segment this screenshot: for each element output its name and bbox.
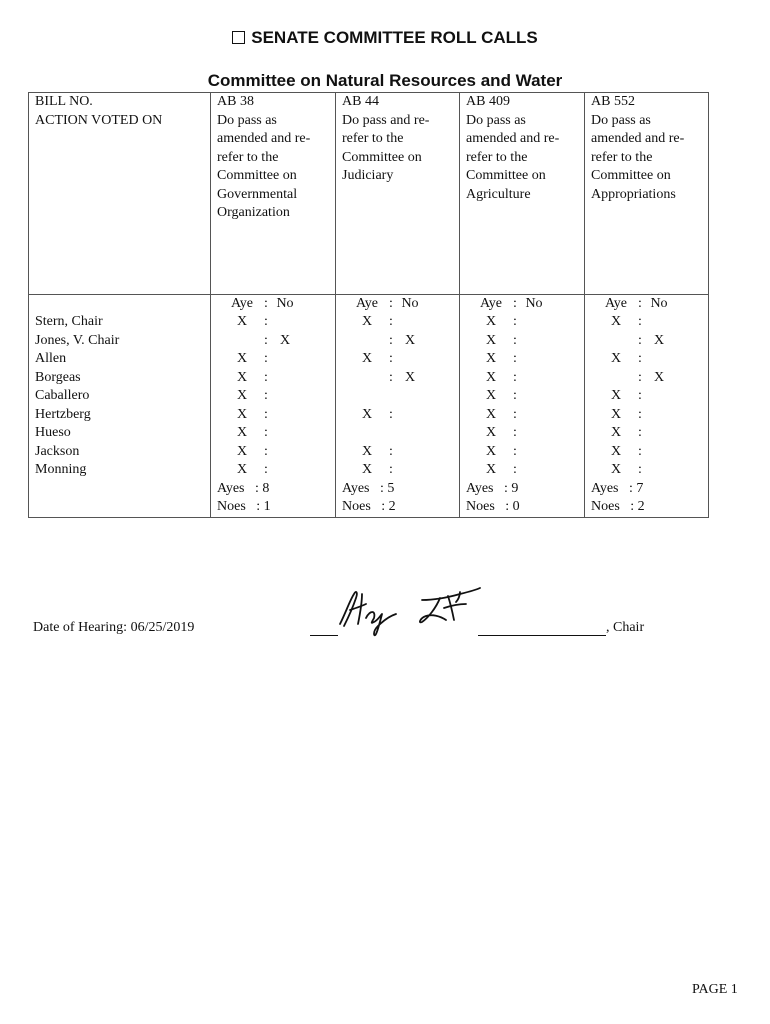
vote-cell: X : — [336, 350, 460, 369]
action-cell — [460, 112, 585, 295]
member-name-cell — [29, 332, 211, 351]
vote-cell: X : — [460, 332, 585, 351]
vote-header-cell — [211, 294, 336, 313]
vote-totals-cell — [460, 480, 585, 518]
aye-mark: X — [236, 388, 248, 403]
vote-totals-cell — [211, 480, 336, 518]
aye-mark: X — [610, 425, 622, 440]
member-name-cell — [29, 313, 211, 332]
bill-number: AB 44 — [342, 94, 379, 109]
no-mark: X — [279, 332, 291, 348]
vote-cell: X : — [460, 461, 585, 480]
vote-cell: X : — [460, 406, 585, 425]
checkbox-icon — [232, 31, 245, 44]
vote-cell: : X — [336, 369, 460, 388]
bill-number-cell — [585, 93, 709, 112]
vote-header-sep: : — [389, 295, 393, 311]
aye-mark: X — [361, 314, 373, 329]
no-mark: X — [653, 369, 665, 385]
vote-header-cell — [460, 294, 585, 313]
member-name: Monning — [35, 462, 87, 477]
member-name: Jackson — [35, 443, 80, 459]
vote-cell: X : — [336, 461, 460, 480]
vote-cell: X : — [211, 350, 336, 369]
aye-mark: X — [610, 443, 622, 459]
aye-mark: X — [485, 406, 497, 422]
vote-cell: : X — [585, 369, 709, 388]
vote-cell: X : — [336, 443, 460, 462]
vote-header-no: No — [650, 295, 668, 311]
vote-cell: X : — [460, 313, 585, 332]
member-row — [29, 406, 709, 425]
vote-cell: X : — [460, 443, 585, 462]
ayes-total: Ayes : 9 — [466, 480, 519, 496]
vote-cell: X : — [585, 443, 709, 462]
noes-total: Noes : 2 — [591, 499, 645, 514]
vote-cell: X : — [585, 424, 709, 443]
totals-blank — [29, 480, 211, 518]
vote-header-cell — [336, 294, 460, 313]
member-name: Allen — [35, 351, 67, 366]
vote-cell: X : — [585, 313, 709, 332]
vote-totals-cell — [336, 480, 460, 518]
member-name-cell — [29, 443, 211, 462]
no-mark: X — [404, 369, 416, 385]
vote-cell: X : — [336, 313, 460, 332]
chair-signature — [336, 580, 486, 640]
vote-cell: X : — [585, 350, 709, 369]
aye-mark: X — [485, 388, 497, 403]
vote-cell: X : — [211, 443, 336, 462]
aye-mark: X — [610, 314, 622, 329]
action-cell — [211, 112, 336, 295]
aye-mark: X — [485, 425, 497, 440]
aye-mark: X — [610, 388, 622, 403]
member-name-cell — [29, 350, 211, 369]
member-name: Jones, V. Chair — [35, 332, 120, 348]
ayes-total: Ayes : 7 — [591, 480, 644, 496]
action-text: Do pass as amended and re-refer to the Committee on Agriculture — [466, 112, 560, 202]
aye-mark: X — [485, 369, 497, 385]
vote-cell — [336, 387, 460, 406]
aye-mark: X — [236, 351, 248, 366]
vote-header-blank — [29, 294, 211, 313]
action-text: Do pass as amended and re-refer to the Committee on Appropriations — [591, 112, 685, 202]
action-label — [29, 112, 211, 295]
vote-cell: X : — [460, 387, 585, 406]
member-name: Stern, Chair — [35, 314, 103, 329]
vote-cell: X : — [460, 369, 585, 388]
action-text: Do pass as amended and re-refer to the Committee on Governmental Organization — [217, 112, 311, 220]
aye-mark: X — [610, 462, 622, 477]
bill-number: AB 552 — [591, 94, 635, 109]
vote-header-sep: : — [513, 295, 517, 311]
vote-cell: X : — [211, 313, 336, 332]
vote-header-aye: Aye — [479, 295, 503, 311]
date-of-hearing: Date of Hearing: 06/25/2019 — [33, 620, 195, 635]
no-mark: X — [404, 332, 416, 348]
aye-mark: X — [236, 369, 248, 385]
aye-mark: X — [485, 443, 497, 459]
noes-total: Noes : 1 — [217, 499, 271, 514]
bill-number: AB 38 — [217, 94, 254, 109]
aye-mark: X — [610, 406, 622, 422]
vote-cell: : X — [585, 332, 709, 351]
aye-mark: X — [361, 406, 373, 422]
member-row — [29, 332, 709, 351]
chair-line: , Chair — [478, 620, 644, 636]
aye-mark: X — [236, 425, 248, 440]
member-name: Hueso — [35, 425, 71, 440]
ayes-total: Ayes : 5 — [342, 480, 395, 496]
member-row — [29, 313, 709, 332]
aye-mark: X — [236, 462, 248, 477]
action-label-text: ACTION VOTED ON — [35, 112, 163, 128]
vote-totals-cell — [585, 480, 709, 518]
roll-call-table — [28, 92, 709, 518]
vote-header-no: No — [525, 295, 543, 311]
page-number: PAGE 1 — [692, 982, 738, 997]
noes-total: Noes : 0 — [466, 499, 520, 514]
vote-cell: X : — [585, 406, 709, 425]
member-row — [29, 369, 709, 388]
aye-mark: X — [485, 351, 497, 366]
member-row — [29, 387, 709, 406]
vote-cell: : X — [211, 332, 336, 351]
vote-cell: X : — [460, 424, 585, 443]
member-name-cell — [29, 369, 211, 388]
vote-header-aye: Aye — [355, 295, 379, 311]
vote-header-sep: : — [638, 295, 642, 311]
aye-mark: X — [361, 351, 373, 366]
aye-mark: X — [236, 314, 248, 329]
vote-cell: X : — [211, 369, 336, 388]
action-text: Do pass and re-refer to the Committee on Judiciary — [342, 112, 430, 183]
signature-line — [310, 620, 338, 636]
aye-mark: X — [361, 462, 373, 477]
vote-header-no: No — [401, 295, 419, 311]
committee-name: Committee on Natural Resources and Water — [207, 71, 563, 90]
bill-number-cell — [336, 93, 460, 112]
aye-mark: X — [610, 351, 622, 366]
vote-cell: X : — [211, 461, 336, 480]
member-row — [29, 350, 709, 369]
bill-label-text: BILL NO. — [35, 94, 93, 109]
vote-header-sep: : — [264, 295, 268, 311]
noes-total: Noes : 2 — [342, 499, 396, 514]
vote-cell: X : — [211, 406, 336, 425]
vote-cell: : X — [336, 332, 460, 351]
member-name: Hertzberg — [35, 406, 91, 422]
aye-mark: X — [485, 314, 497, 329]
vote-cell: X : — [336, 406, 460, 425]
aye-mark: X — [485, 462, 497, 477]
bill-number-cell — [211, 93, 336, 112]
vote-cell: X : — [460, 350, 585, 369]
member-name-cell — [29, 461, 211, 480]
aye-mark: X — [361, 443, 373, 459]
vote-cell — [336, 424, 460, 443]
no-mark: X — [653, 332, 665, 348]
bill-number: AB 409 — [466, 94, 510, 109]
member-row — [29, 443, 709, 462]
member-name-cell — [29, 406, 211, 425]
vote-header-aye: Aye — [230, 295, 254, 311]
member-name-cell — [29, 424, 211, 443]
aye-mark: X — [236, 443, 248, 459]
action-cell — [585, 112, 709, 295]
vote-header-aye: Aye — [604, 295, 628, 311]
bill-number-cell — [460, 93, 585, 112]
vote-cell: X : — [211, 387, 336, 406]
aye-mark: X — [485, 332, 497, 348]
bill-number-label — [29, 93, 211, 112]
vote-cell: X : — [211, 424, 336, 443]
aye-mark: X — [236, 406, 248, 422]
ayes-total: Ayes : 8 — [217, 480, 270, 496]
vote-cell: X : — [585, 387, 709, 406]
member-name: Caballero — [35, 388, 90, 403]
member-row — [29, 424, 709, 443]
vote-cell: X : — [585, 461, 709, 480]
document-title: SENATE COMMITTEE ROLL CALLS — [0, 28, 770, 48]
vote-header-no: No — [276, 295, 294, 311]
member-name-cell — [29, 387, 211, 406]
member-row — [29, 461, 709, 480]
vote-header-cell — [585, 294, 709, 313]
action-cell — [336, 112, 460, 295]
member-name: Borgeas — [35, 369, 81, 385]
